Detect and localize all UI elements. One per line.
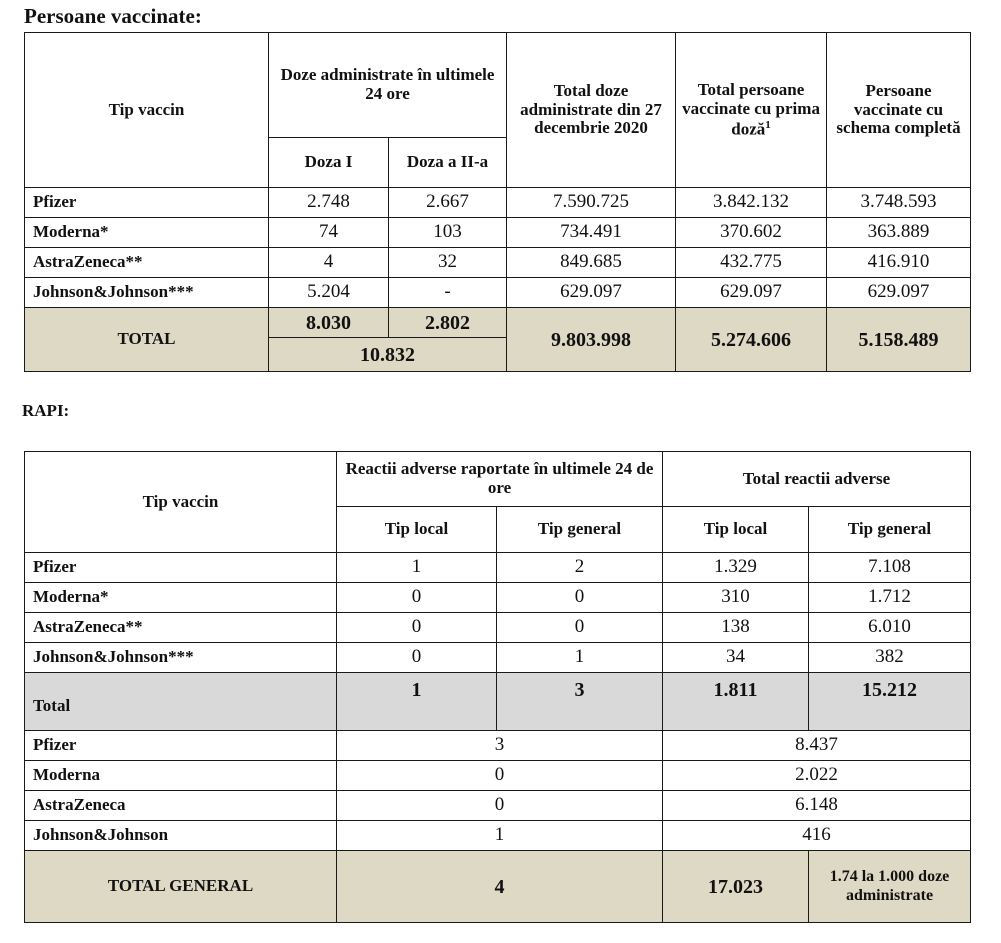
prima-value: 3.842.132	[676, 188, 827, 218]
grand-total-24h: 4	[337, 851, 663, 923]
footnote-mark: 1	[765, 118, 771, 131]
vaccinated-table	[24, 32, 971, 372]
header-tip-general-total: Tip general	[809, 507, 971, 553]
summary-total-value: 416	[663, 821, 971, 851]
local-total-value: 138	[663, 613, 809, 643]
local24-value: 0	[337, 613, 497, 643]
total-label: TOTAL	[25, 308, 269, 372]
prima-value: 370.602	[676, 218, 827, 248]
doza1-value: 2.748	[269, 188, 389, 218]
table-row	[25, 188, 971, 218]
vaccine-name: Johnson&Johnson***	[25, 643, 337, 673]
table-row	[25, 613, 971, 643]
completa-value: 416.910	[827, 248, 971, 278]
total-local: 1.811	[663, 673, 809, 731]
table-row	[25, 583, 971, 613]
vaccinated-heading: Persoane vaccinate:	[24, 4, 202, 28]
total-doze-value: 849.685	[507, 248, 676, 278]
general24-value: 0	[497, 613, 663, 643]
total-general: 15.212	[809, 673, 971, 731]
general-total-value: 382	[809, 643, 971, 673]
summary-total-value: 2.022	[663, 761, 971, 791]
total-doze-value: 7.590.725	[507, 188, 676, 218]
local24-value: 0	[337, 643, 497, 673]
local-total-value: 310	[663, 583, 809, 613]
vaccine-name: Moderna	[25, 761, 337, 791]
doza2-value: 2.667	[389, 188, 507, 218]
rapi-heading: RAPI:	[22, 401, 70, 420]
total-completa: 5.158.489	[827, 308, 971, 372]
header-total-prima-text: Total persoane vaccinate cu prima doză	[682, 80, 820, 139]
vaccine-name: AstraZeneca	[25, 791, 337, 821]
prima-value: 629.097	[676, 278, 827, 308]
general-total-value: 6.010	[809, 613, 971, 643]
general24-value: 0	[497, 583, 663, 613]
vaccine-name: AstraZeneca**	[25, 248, 269, 278]
header-total-doze: Total doze administrate din 27 decembrie 2020	[507, 33, 676, 188]
summary-total-value: 8.437	[663, 731, 971, 761]
summary-24h-value: 3	[337, 731, 663, 761]
doza1-value: 5.204	[269, 278, 389, 308]
vaccine-name: Pfizer	[25, 553, 337, 583]
summary-row	[25, 761, 971, 791]
completa-value: 3.748.593	[827, 188, 971, 218]
header-tip-vaccin: Tip vaccin	[25, 452, 337, 553]
summary-row	[25, 791, 971, 821]
header-tip-general-24h: Tip general	[497, 507, 663, 553]
header-doza2: Doza a II-a	[389, 138, 507, 188]
prima-value: 432.775	[676, 248, 827, 278]
header-tip-local-total: Tip local	[663, 507, 809, 553]
general-total-value: 7.108	[809, 553, 971, 583]
grand-total-label: TOTAL GENERAL	[25, 851, 337, 923]
vaccine-name: Johnson&Johnson***	[25, 278, 269, 308]
total-row	[25, 673, 971, 731]
table-row	[25, 218, 971, 248]
header-tip-local-24h: Tip local	[337, 507, 497, 553]
total-doze-value: 629.097	[507, 278, 676, 308]
completa-value: 629.097	[827, 278, 971, 308]
summary-24h-value: 0	[337, 761, 663, 791]
vaccine-name: Johnson&Johnson	[25, 821, 337, 851]
local-total-value: 1.329	[663, 553, 809, 583]
total-24h-sum: 10.832	[269, 338, 507, 372]
total-doze-value: 734.491	[507, 218, 676, 248]
summary-24h-value: 1	[337, 821, 663, 851]
table-row	[25, 248, 971, 278]
table-row	[25, 643, 971, 673]
header-schema-completa: Persoane vaccinate cu schema completă	[827, 33, 971, 188]
doza2-value: 103	[389, 218, 507, 248]
vaccine-name: AstraZeneca**	[25, 613, 337, 643]
vaccine-name: Moderna*	[25, 583, 337, 613]
total-general24: 3	[497, 673, 663, 731]
header-reactii-24h: Reactii adverse raportate în ultimele 24 de ore	[337, 452, 663, 507]
total-local24: 1	[337, 673, 497, 731]
table-row	[25, 278, 971, 308]
header-doze-24h: Doze administrate în ultimele 24 ore	[269, 33, 507, 138]
grand-total-rate: 1.74 la 1.000 doze administrate	[809, 851, 971, 923]
doza2-value: -	[389, 278, 507, 308]
header-total-prima	[676, 33, 827, 188]
header-tip-vaccin: Tip vaccin	[25, 33, 269, 188]
local24-value: 0	[337, 583, 497, 613]
grand-total-value: 17.023	[663, 851, 809, 923]
vaccine-name: Moderna*	[25, 218, 269, 248]
table-row	[25, 553, 971, 583]
general24-value: 1	[497, 643, 663, 673]
grand-total-row	[25, 851, 971, 923]
summary-total-value: 6.148	[663, 791, 971, 821]
summary-row	[25, 821, 971, 851]
total-label: Total	[25, 673, 337, 731]
total-row	[25, 308, 971, 338]
doza1-value: 4	[269, 248, 389, 278]
total-doza2: 2.802	[389, 308, 507, 338]
local-total-value: 34	[663, 643, 809, 673]
local24-value: 1	[337, 553, 497, 583]
rapi-table	[24, 451, 971, 923]
doza2-value: 32	[389, 248, 507, 278]
vaccine-name: Pfizer	[25, 188, 269, 218]
summary-24h-value: 0	[337, 791, 663, 821]
header-doza1: Doza I	[269, 138, 389, 188]
total-prima: 5.274.606	[676, 308, 827, 372]
header-total-reactii: Total reactii adverse	[663, 452, 971, 507]
total-doza1: 8.030	[269, 308, 389, 338]
general-total-value: 1.712	[809, 583, 971, 613]
doza1-value: 74	[269, 218, 389, 248]
completa-value: 363.889	[827, 218, 971, 248]
general24-value: 2	[497, 553, 663, 583]
summary-row	[25, 731, 971, 761]
vaccine-name: Pfizer	[25, 731, 337, 761]
total-doze: 9.803.998	[507, 308, 676, 372]
